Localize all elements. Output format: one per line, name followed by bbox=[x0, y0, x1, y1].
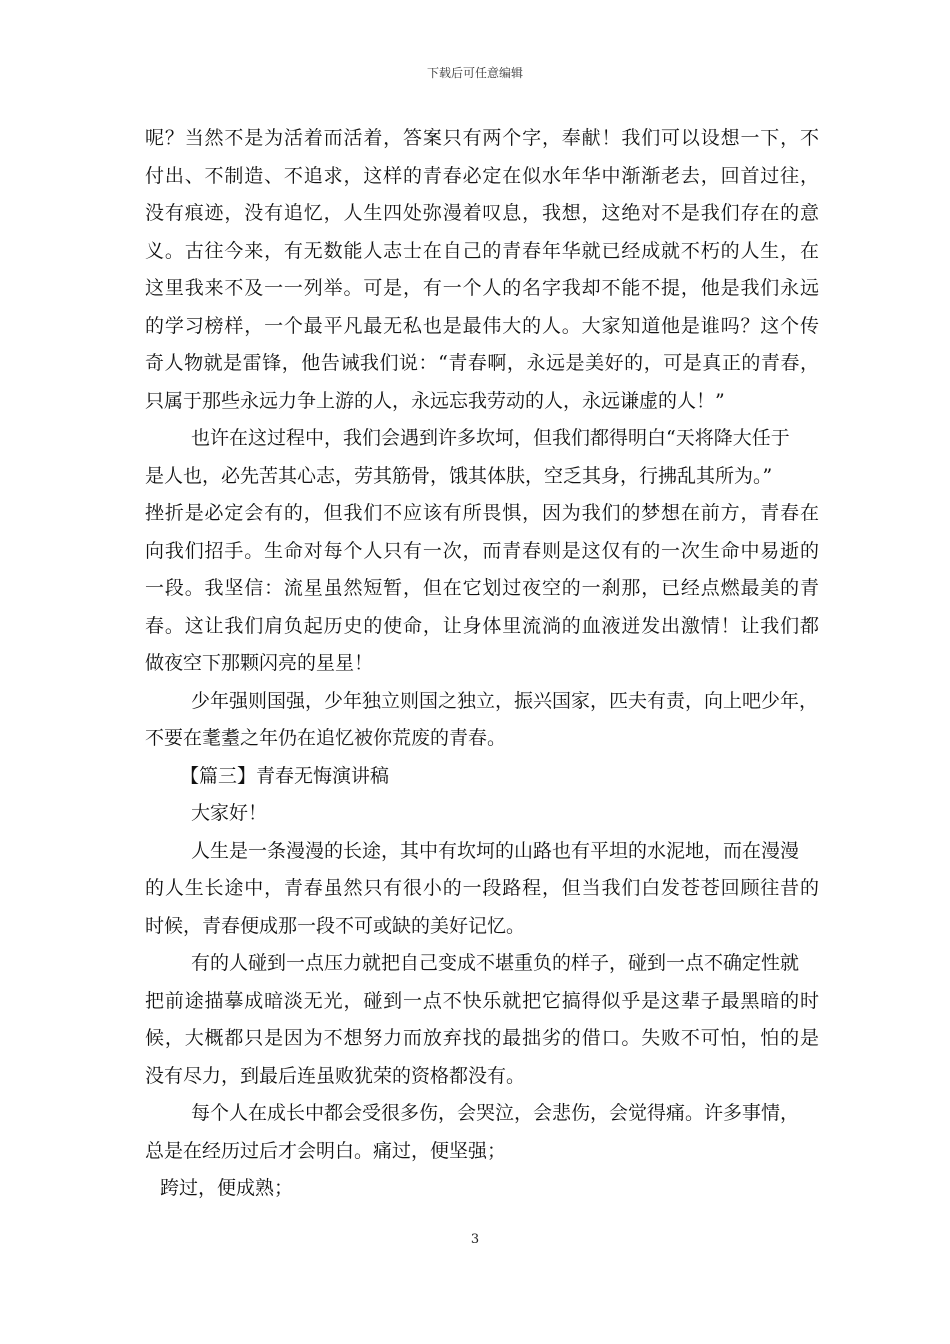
text-line: 这里我来不及一一列举。可是，有一个人的名字我却不能不提，他是我们永远 bbox=[145, 277, 819, 299]
greeting-line: 大家好！ bbox=[191, 802, 268, 824]
text-line: 候，大概都只是因为不想努力而放弃找的最拙劣的借口。失败不可怕，怕的是 bbox=[145, 1027, 819, 1049]
text-line: 没有痕迹，没有追忆，人生四处弥漫着叹息，我想，这绝对不是我们存在的意 bbox=[145, 202, 819, 224]
paragraph-first-line: 人生是一条漫漫的长途，其中有坎坷的山路也有平坦的水泥地，而在漫漫 bbox=[191, 839, 800, 862]
text-line: 向我们招手。生命对每个人只有一次，而青春则是这仅有的一次生命中易逝的 bbox=[145, 539, 819, 562]
text-line: 的人生长途中，青春虽然只有很小的一段路程，但当我们白发苍苍回顾往昔的 bbox=[145, 877, 819, 899]
paragraph-first-line: 也许在这过程中，我们会遇到许多坎坷，但我们都得明白“天将降大任于 bbox=[191, 427, 790, 449]
text-line: 春。这让我们肩负起历史的使命，让身体里流淌的血液迸发出激情！让我们都 bbox=[145, 614, 819, 637]
text-line: 付出、不制造、不追求，这样的青春必定在似水年华中渐渐老去，回首过往， bbox=[145, 164, 819, 187]
paragraph-first-line: 跨过，便成熟； bbox=[160, 1177, 294, 1199]
section-heading: 【篇三】青春无悔演讲稿 bbox=[180, 764, 390, 787]
text-line: 只属于那些永远力争上游的人，永远忘我劳动的人，永远谦虚的人！” bbox=[145, 389, 725, 412]
text-line: 没有尽力，到最后连虽败犹荣的资格都没有。 bbox=[145, 1064, 526, 1087]
text-line: 的学习榜样，一个最平凡最无私也是最伟大的人。大家知道他是谁吗？这个传 bbox=[145, 314, 819, 337]
document-body bbox=[145, 120, 819, 1208]
text-line: 做夜空下那颗闪亮的星星！ bbox=[145, 652, 374, 674]
text-line: 义。古往今来，有无数能人志士在自己的青春年华就已经成就不朽的人生，在 bbox=[145, 239, 819, 262]
text-line: 挫折是必定会有的，但我们不应该有所畏惧，因为我们的梦想在前方，青春在 bbox=[145, 502, 819, 524]
text-line: 总是在经历过后才会明白。痛过，便坚强； bbox=[145, 1139, 507, 1162]
paragraph-first-line: 有的人碰到一点压力就把自己变成不堪重负的样子，碰到一点不确定性就 bbox=[191, 952, 800, 974]
text-line: 呢？当然不是为活着而活着，答案只有两个字，奉献！我们可以设想一下，不 bbox=[145, 127, 819, 149]
text-line: 一段。我坚信：流星虽然短暂，但在它划过夜空的一刹那，已经点燃最美的青 bbox=[145, 577, 819, 599]
paragraph-first-line: 每个人在成长中都会受很多伤，会哭泣，会悲伤，会觉得痛。许多事情， bbox=[191, 1102, 800, 1124]
text-line: 不要在耄耋之年仍在追忆被你荒废的青春。 bbox=[145, 727, 507, 749]
text-line: 奇人物就是雷锋，他告诫我们说：“青春啊，永远是美好的，可是真正的青春， bbox=[145, 352, 819, 374]
text-line: 是人也，必先苦其心志，劳其筋骨，饿其体肤，空乏其身，行拂乱其所为。” bbox=[145, 464, 773, 487]
text-line: 时候，青春便成那一段不可或缺的美好记忆。 bbox=[145, 914, 526, 937]
paragraph-first-line: 少年强则国强，少年独立则国之独立，振兴国家，匹夫有责，向上吧少年， bbox=[191, 689, 819, 712]
page-number: 3 bbox=[470, 1232, 480, 1247]
page-header: 下载后可任意编辑 bbox=[426, 66, 523, 80]
text-line: 把前途描摹成暗淡无光，碰到一点不快乐就把它搞得似乎是这辈子最黑暗的时 bbox=[145, 989, 819, 1012]
